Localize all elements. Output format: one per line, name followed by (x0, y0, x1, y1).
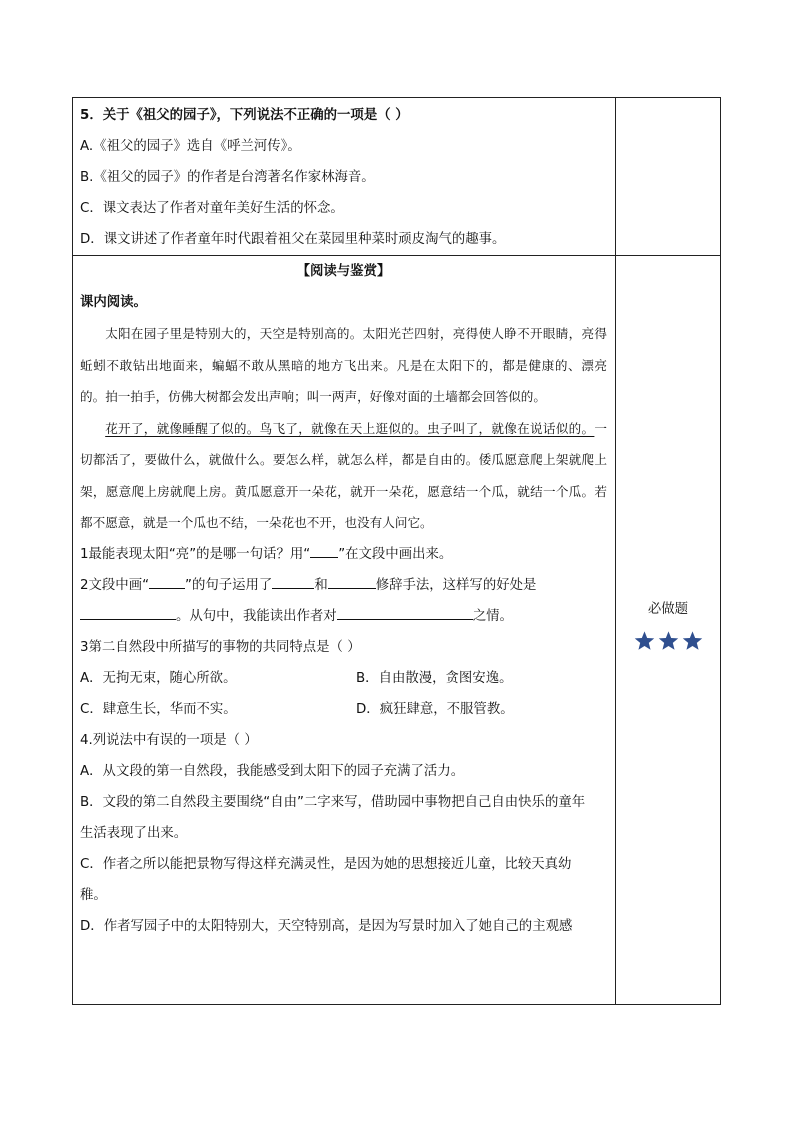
passage-paragraph-1: 太阳在园子里是特别大的，天空是特别高的。太阳光芒四射，亮得使人睁不开眼睛，亮得蚯蚓不敢钻出地面来，蝙蝠不敢从黑暗的地方飞出来。凡是在太阳下的，都是健康的、漂亮的。拍一拍手，仿佛大树都会发出声响；叫一两声，好像对面的土墙都会回答似的。 (80, 326, 607, 404)
question-4-option-a: A．从文段的第一自然段，我能感受到太阳下的园子充满了活力。 (80, 763, 465, 779)
underlined-sentence: 花开了，就像睡醒了似的。鸟飞了，就像在天上逛似的。虫子叫了，就像在说话似的。 (105, 420, 595, 436)
question-5-option-b: B.《祖父的园子》的作者是台湾著名作家林海音。 (80, 170, 375, 185)
question-3-options-row-2 (73, 694, 615, 725)
question-4-option-c-line-2: 稚。 (80, 887, 107, 903)
answer-blank[interactable] (337, 604, 473, 620)
star-icon (633, 630, 656, 652)
question-2-text-c: 和 (314, 577, 328, 593)
passage-paragraph-2 (80, 413, 607, 539)
question-3-stem: 3第二自然段中所描写的事物的共同特点是（ ） (80, 639, 361, 655)
answer-blank[interactable] (80, 604, 176, 620)
question-3-options-row-1 (73, 663, 615, 694)
worksheet-table (72, 97, 721, 1005)
question-4-option-b-line-1: B．文段的第二自然段主要围绕“自由”二字来写，借助园中事物把自己自由快乐的童年 (80, 794, 586, 810)
question-2-text-e: 。从句中，我能读出作者对 (176, 608, 337, 624)
section-title: 【阅读与鉴赏】 (296, 264, 391, 279)
question-5-option-c: C．课文表达了作者对童年美好生活的怀念。 (80, 201, 344, 216)
answer-blank[interactable] (149, 573, 185, 589)
required-label: 必做题 (647, 602, 689, 617)
reading-passage (73, 318, 615, 539)
question-5-option-a: A.《祖父的园子》选自《呼兰河传》。 (80, 139, 301, 154)
question-2-line-1 (73, 570, 615, 601)
question-5-stem: 5．关于《祖父的园子》，下列说法不正确的一项是（ ） (80, 108, 409, 123)
answer-blank[interactable] (328, 573, 376, 589)
question-2-text-d: 修辞手法，这样写的好处是 (375, 577, 537, 593)
question-4-option-c-line-1: C．作者之所以能把景物写得这样充满灵性，是因为她的思想接近儿童，比较天真幼 (80, 856, 572, 872)
question-3-option-d: D．疯狂肆意，不服管教。 (356, 701, 514, 717)
paragraph-2-rest: 一切都活了，要做什么，就做什么。要怎么样，就怎么样，都是自由的。倭瓜愿意爬上架就爬上架，愿意爬上房就爬上房。黄瓜愿意开一朵花，就开一朵花，愿意结一个瓜，就结一个瓜。若都不愿意，就是一个瓜也不结，一朵花也不开，也没有人问它。 (80, 420, 607, 530)
question-5-cell (73, 98, 616, 256)
question-1-text-b: ”在文段中画出来。 (338, 546, 453, 562)
question-5-side-cell (616, 98, 721, 256)
question-2-text-a: 2文段中画“ (80, 577, 150, 593)
question-5-option-d: D．课文讲述了作者童年时代跟着祖父在菜园里种菜时顽皮淘气的趣事。 (80, 232, 506, 247)
answer-blank[interactable] (310, 542, 338, 558)
question-3-option-c: C．肆意生长，华而不实。 (80, 701, 237, 717)
question-3-option-b: B．自由散漫，贪图安逸。 (356, 670, 513, 686)
difficulty-cell (616, 256, 721, 1005)
question-4-option-b-line-2: 生活表现了出来。 (80, 825, 188, 841)
difficulty-stars (616, 630, 720, 652)
reading-subtitle: 课内阅读。 (80, 295, 147, 310)
star-icon (681, 630, 704, 652)
question-2-text-b: ”的句子运用了 (185, 577, 273, 593)
answer-blank[interactable] (272, 573, 314, 589)
question-4-option-d: D．作者写园子中的太阳特别大，天空特别高，是因为写景时加入了她自己的主观感 (80, 918, 573, 934)
question-4-stem: 4.列说法中有误的一项是（ ） (80, 732, 258, 748)
reading-cell (73, 256, 616, 1005)
question-1-text-a: 1最能表现太阳“亮”的是哪一句话？用“ (80, 546, 311, 562)
star-icon (657, 630, 680, 652)
question-2-line-2 (73, 601, 615, 632)
question-1 (73, 539, 615, 570)
question-3-option-a: A．无拘无束，随心所欲。 (80, 670, 237, 686)
question-2-text-f: 之情。 (472, 608, 513, 624)
